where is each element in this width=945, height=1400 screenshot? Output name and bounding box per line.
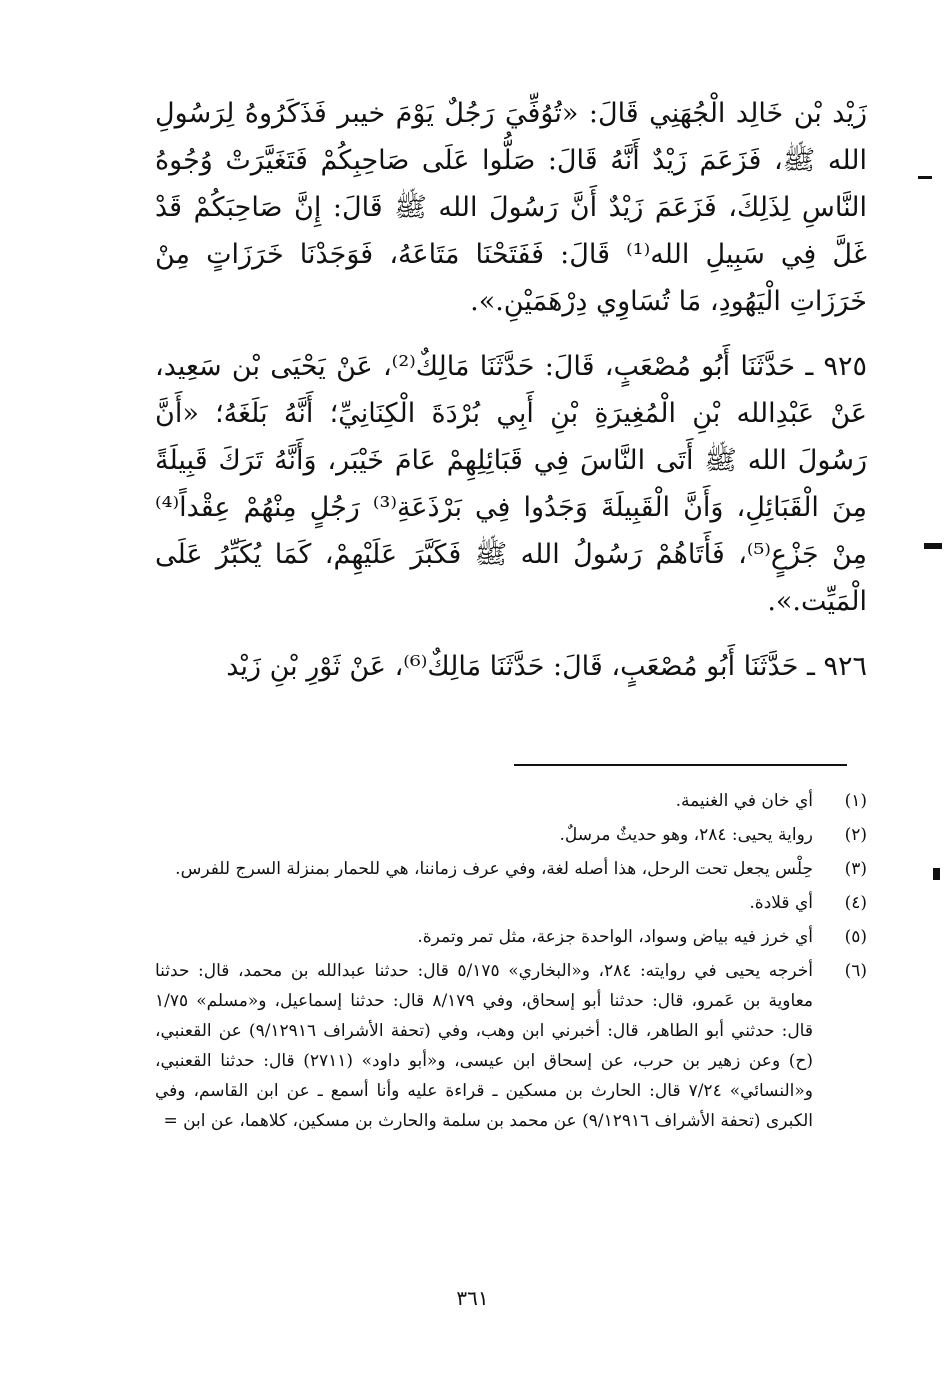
footnote [155,854,867,884]
hadith-925: ٩٢٥ ـ حَدَّثَنَا أَبُو مُصْعَبٍ، قَالَ: حَدَّثَنَا مَالِكٌ⁽²⁾، عَنْ يَحْيَى بْن سَعِيد، عَنْ عَبْدِالله بْنِ الْمُغِيرَةِ بْنِ أَبِي بُرْدَةَ الْكِنَانِيِّ؛ أَنَّهُ بَلَغَهُ؛ «أَنَّ رَسُولَ الله ﷺ أَتَى النَّاسَ فِي قَبَائِلِهِمْ عَامَ خَيْبَر، وَأَنَّهُ تَرَكَ قَبِيلَةً مِنَ الْقَبَائِلِ، وَأَنَّ الْقَبِيلَةَ وَجَدُوا فِي بَرْذَعَةِ⁽³⁾ رَجُلٍ مِنْهُمْ عِقْداً⁽⁴⁾ مِنْ جَزْعٍ⁽⁵⁾، فَأَتَاهُمْ رَسُولُ الله ﷺ فَكَبَّرَ عَلَيْهِمْ، كَمَا يُكَبِّرُ عَلَى الْمَيِّت.». [155,351,868,617]
footnote [155,786,867,816]
hadith-continuation: زَيْد بْن خَالِد الْجُهَنِي قَالَ: «تُوُفِّيَ رَجُلٌ يَوْمَ خيبر فَذَكَرُوهُ لِرَسُولِ الله ﷺ، فَزَعَمَ زَيْدٌ أَنَّهُ قَالَ: صَلُّوا عَلَى صَاحِبِكُمْ فَتَغَيَّرَتْ وُجُوهُ النَّاسِ لِذَلِكَ، فَزَعَمَ زَيْدٌ أَنَّ رَسُولَ الله ﷺ قَالَ: إِنَّ صَاحِبَكُمْ قَدْ غَلَّ فِي سَبِيلِ الله⁽¹⁾ قَالَ: فَفَتَحْنَا مَتَاعَهُ، فَوَجَدْنَا خَرَزَاتٍ مِنْ خَرَزَاتِ الْيَهُودِ، مَا تُسَاوِي دِرْهَمَيْنِ.». [155,98,867,317]
footnote-number: (١) [844,791,867,811]
scan-mark [924,543,942,549]
footnote-text: أي قلادة. [749,893,813,913]
footnote [155,820,867,850]
footnote-text: أي خان في الغنيمة. [675,791,813,811]
footnote-number: (٦) [844,961,867,981]
footnote-separator [514,764,847,766]
footnote-number: (٣) [844,859,867,879]
footnote-number: (٢) [844,825,867,845]
hadith-926: ٩٢٦ ـ حَدَّثَنَا أَبُو مُصْعَبٍ، قَالَ: حَدَّثَنَا مَالِكٌ⁽⁶⁾، عَنْ ثَوْرِ بْنِ زَيْد [226,651,867,682]
footnote [155,956,867,1136]
footnote-text: حِلْس يجعل تحت الرحل، هذا أصله لغة، وفي عرف زماننا، هي للحمار بمنزلة السرج للفرس. [175,859,813,879]
page-number: ٣٦١ [456,1286,489,1310]
footnote-number: (٤) [844,893,867,913]
footnote [155,888,867,918]
footnote-text: أي خرز فيه بياض وسواد، الواحدة جزعة، مثل تمر وتمرة. [417,927,813,947]
main-text [155,90,867,690]
footnote-text: أخرجه يحيى في روايته: ٢٨٤، و«البخاري» ٥/١٧٥ قال: حدثنا عبدالله بن محمد، قال: حدثنا معاوية بن عَمرو، قال: حدثنا أبو إسحاق، وفي ٨/١٧٩ قال: حدثنا إسماعيل، و«مسلم» ١/٧٥ قال: حدثني أبو الطاهر، قال: أخبرني ابن وهب، وفي (تحفة الأشراف ٩/١٢٩١٦) عن القعنبي، (ح) وعن زهير بن حرب، عن إسحاق ابن عيسى، و«أبو داود» (٢٧١١) قال: حدثنا القعنبي، و«النسائي» ٧/٢٤ قال: الحارث بن مسكين ـ قراءة عليه وأنا أسمع ـ عن ابن القاسم، وفي الكبرى (تحفة الأشراف ٩/١٢٩١٦) عن محمد بن سلمة والحارث بن مسكين، كلاهما، عن ابن = [155,961,814,1131]
footnotes [155,786,867,1140]
footnote [155,922,867,952]
footnote-number: (٥) [844,927,867,947]
footnote-text: رواية يحيى: ٢٨٤، وهو حديثٌ مرسلٌ. [559,825,813,845]
scan-mark [918,176,932,179]
scan-mark [933,868,940,880]
